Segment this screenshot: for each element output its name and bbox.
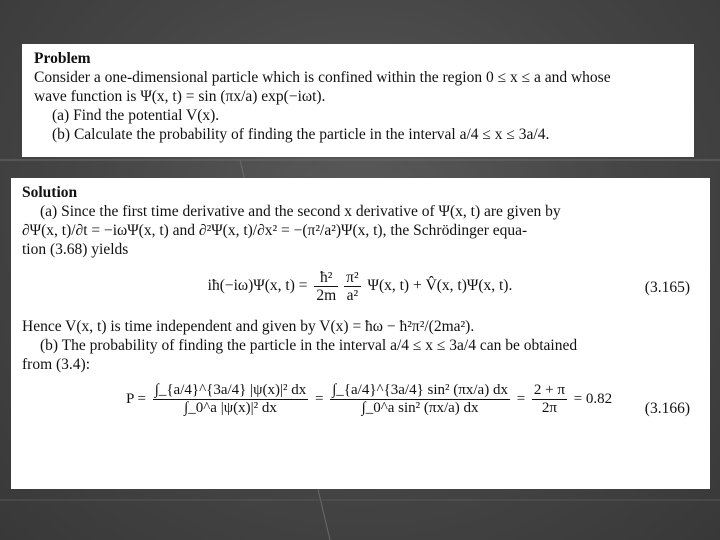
eq166-number: (3.166): [644, 400, 690, 417]
eq165-fraction-1: [314, 269, 338, 304]
solution-p2-line-2: (b) The probability of finding the particle in the interval a/4 ≤ x ≤ 3a/4 can be obtained: [40, 337, 578, 354]
eq166-f3-den: 2π: [541, 400, 557, 416]
eq166-f1-num: ∫_{a/4}^{3a/4} |ψ(x)|² dx: [154, 382, 307, 398]
solution-p2-line-1: Hence V(x, t) is time independent and given by V(x) = ħω − ħ²π²/(2ma²).: [22, 318, 475, 335]
eq166-f2-den: ∫_0^a sin² (πx/a) dx: [361, 400, 479, 416]
eq165-number: (3.165): [644, 279, 690, 296]
eq165-f2-den: a²: [346, 287, 359, 304]
problem-statement-line-2: wave function is Ψ(x, t) = sin (πx/a) exp(−iωt).: [34, 88, 326, 105]
eq166-f2-num: ∫_{a/4}^{3a/4} sin² (πx/a) dx: [332, 382, 508, 398]
problem-part-a: (a) Find the potential V(x).: [52, 107, 220, 124]
eq166-fraction-1: [153, 382, 308, 417]
eq165-lhs: iħ(−iω)Ψ(x, t) =: [207, 277, 308, 295]
eq166-f3-num: 2 + π: [533, 382, 565, 398]
eq166-result: = 0.82: [573, 390, 613, 407]
solution-p1-line-3: tion (3.68) yields: [22, 241, 129, 258]
problem-title: Problem: [34, 50, 91, 67]
problem-panel: [22, 44, 694, 157]
solution-title: Solution: [22, 184, 78, 201]
equation-3-166: P = $\frac{\text{∫\_\{a/4\}\textasciicircum{}\{3a/4\} |ψ(x)|² dx}}{\text{∫\_0\textasciicircum{}a |ψ(x)|² dx}}$ = $\frac{\text{∫\_\{a/4\}\textasciicircum{}\{3a/4\} sin² (πx/a) dx}}{\text{∫\_0\textasciicircum{}a sin² (πx/a) dx}}$ = $\frac{2 + \pi}{2\pi}$ = 0.82 (3.166): [126, 382, 690, 417]
problem-part-b: (b) Calculate the probability of finding the particle in the interval a/4 ≤ x ≤ 3a/4.: [52, 126, 550, 143]
eq165-f2-num: π²: [346, 269, 359, 286]
eq165-rhs: Ψ(x, t) + V̂(x, t)Ψ(x, t).: [367, 277, 513, 295]
eq166-f1-den: ∫_0^a |ψ(x)|² dx: [184, 400, 277, 416]
solution-panel: [11, 178, 710, 489]
solution-p2-line-3: from (3.4):: [22, 356, 91, 373]
eq165-f1-den: 2m: [316, 287, 337, 304]
eq166-fraction-3: [532, 382, 567, 417]
solution-p1-line-2: ∂Ψ(x, t)/∂t = −iωΨ(x, t) and ∂²Ψ(x, t)/∂x² = −(π²/a²)Ψ(x, t), the Schrödinger equa-: [22, 222, 528, 239]
solution-p1-line-1: (a) Since the first time derivative and the second x derivative of Ψ(x, t) are given by: [40, 203, 561, 220]
eq166-fraction-2: [330, 382, 510, 417]
eq165-fraction-2: [344, 269, 360, 304]
eq166-lhs: P =: [126, 390, 146, 407]
problem-statement-line-1: Consider a one-dimensional particle which is confined within the region 0 ≤ x ≤ a and whose: [34, 69, 611, 86]
eq165-f1-num: ħ²: [314, 269, 338, 287]
equation-3-165: [22, 259, 698, 317]
